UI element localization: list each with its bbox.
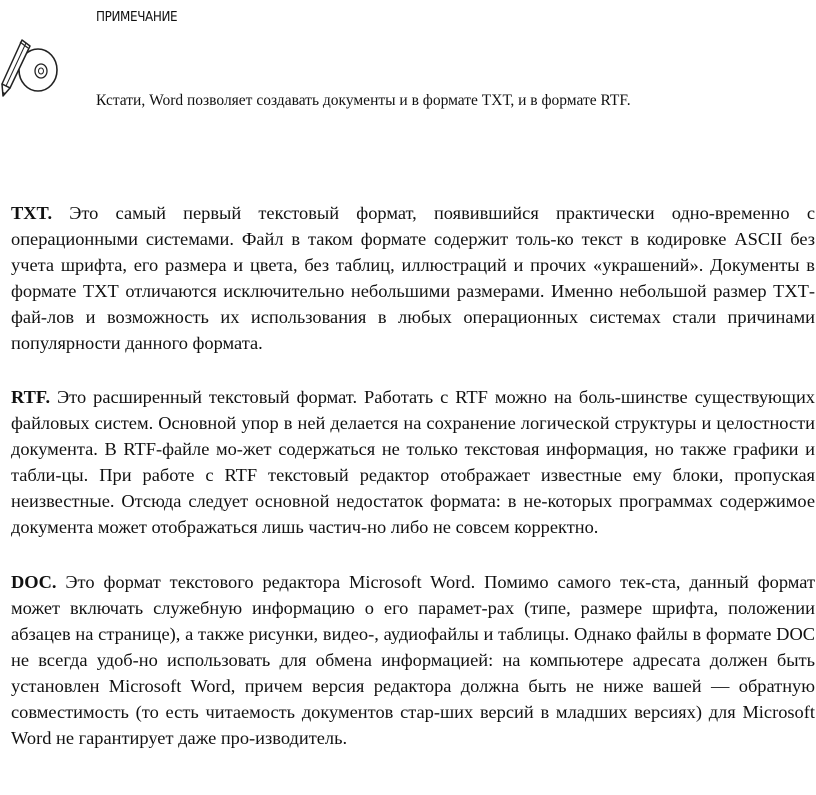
note-title: ПРИМЕЧАНИЕ bbox=[96, 10, 178, 25]
rtf-term: RTF. bbox=[11, 387, 51, 407]
txt-body: Это самый первый текстовый формат, появившийся практически одно-временно с операционными системами. Файл в таком формате содержит толь-ко текст в кодировке ASCII без учета шрифта, его размера и цвета, без таблиц, иллюстраций и прочих «украшений». Документы в формате ТХТ отличаются исключительно небольшими размерами. Именно небольшой размер ТХТ-фай-лов и возможность их использования в любых операционных системах стали причинами популярности данного формата. bbox=[11, 203, 815, 353]
doc-body: Это формат текстового редактора Microsoft Word. Помимо самого тек-ста, данный формат может включать служебную информацию о его парамет-рах (типе, размере шрифта, положении абзацев на странице), а также рисунки, видео-, аудиофайлы и таблицы. Однако файлы в формате DOC не всегда удоб-но использовать для обмена информацией: на компьютере адресата должен быть установлен Microsoft Word, причем версия редактора должна быть не ниже вашей — обратную совместимость (то есть читаемость документов стар-ших версий в младших версиях) для Microsoft Word не гарантирует даже про-изводитель. bbox=[11, 572, 815, 748]
rtf-body: Это расширенный текстовый формат. Работать с RTF можно на боль-шинстве существующих файловых систем. Основной упор в ней делается на сохранение логической структуры и целостности документа. В RTF-файле мо-жет содержаться не только текстовая информация, но также графики и табли-цы. При работе с RTF текстовый редактор отображает известные ему блоки, пропуская неизвестные. Отсюда следует основной недостаток формата: в не-которых программах содержимое документа может отображаться лишь частич-но либо не совсем корректно. bbox=[11, 387, 815, 537]
txt-term: TXT. bbox=[11, 203, 53, 223]
doc-paragraph bbox=[11, 569, 815, 751]
txt-paragraph bbox=[11, 200, 815, 356]
rtf-paragraph bbox=[11, 384, 815, 540]
pencil-disc-icon bbox=[0, 38, 60, 98]
doc-term: DOC. bbox=[11, 572, 57, 592]
note-text: Кстати, Word позволяет создавать документы и в формате ТХТ, и в формате RTF. bbox=[96, 92, 631, 109]
